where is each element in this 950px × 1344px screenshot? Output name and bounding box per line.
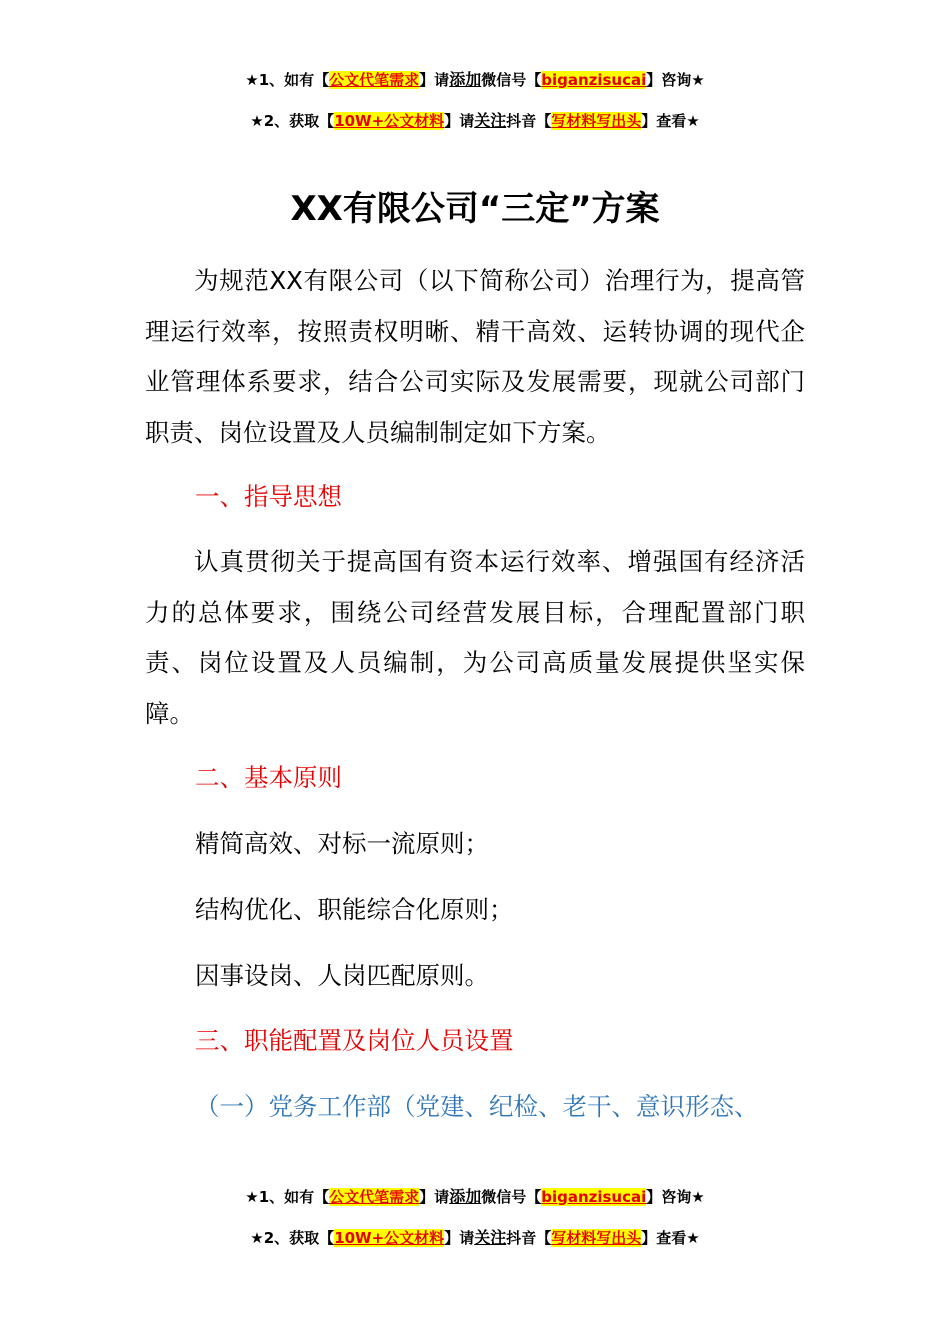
promo-emphasis: 关注 (474, 111, 507, 130)
section-heading-basic-principles: 二、基本原则 (195, 763, 342, 792)
principle-item: 因事设岗、人岗匹配原则。 (195, 961, 489, 990)
promo-text: ★1、如有【 (245, 1188, 330, 1206)
promo-highlight: 10W+公文材料 (334, 1229, 445, 1247)
promo-text: 】请 (444, 1229, 475, 1247)
promo-text: ★2、获取【 (250, 1229, 335, 1247)
header-promo-line-2 (0, 111, 950, 131)
promo-text: 】查看★ (641, 112, 700, 130)
principle-item: 结构优化、职能综合化原则； (195, 895, 514, 924)
promo-text: 】请 (444, 112, 475, 130)
promo-text: 】请 (419, 71, 450, 89)
promo-emphasis: 添加 (449, 1187, 482, 1206)
section-1-paragraph: 认真贯彻关于提高国有资本运行效率、增强国有经济活力的总体要求，围绕公司经营发展目标，合理配置部门职责、岗位设置及人员编制，为公司高质量发展提供坚实保障。 (145, 547, 805, 728)
promo-text: ★2、获取【 (250, 112, 335, 130)
promo-text: 】查看★ (641, 1229, 700, 1247)
promo-highlight-douyin: 写材料写出头 (551, 112, 642, 130)
promo-text: 微信号【 (481, 1188, 542, 1206)
document-title: XX有限公司“三定”方案 (290, 189, 660, 229)
section-heading-functions-and-positions: 三、职能配置及岗位人员设置 (195, 1026, 514, 1055)
subsection-heading-party-affairs: （一）党务工作部（党建、纪检、老干、意识形态、 (195, 1092, 759, 1121)
footer-promo-line-1 (0, 1187, 950, 1207)
promo-highlight-wechat-id: biganzisucai (541, 71, 647, 89)
promo-highlight: 公文代笔需求 (329, 71, 420, 89)
promo-text: 抖音【 (506, 112, 552, 130)
promo-emphasis: 添加 (449, 70, 482, 89)
section-heading-guiding-ideology: 一、指导思想 (195, 482, 342, 511)
promo-text: 】咨询★ (646, 1188, 705, 1206)
promo-text: 抖音【 (506, 1229, 552, 1247)
intro-paragraph: 为规范XX有限公司（以下简称公司）治理行为，提高管理运行效率，按照责权明晰、精干高效、运转协调的现代企业管理体系要求，结合公司实际及发展需要，现就公司部门职责、岗位设置及人员编制制定如下方案。 (145, 266, 805, 447)
header-promo-line-1 (0, 70, 950, 90)
promo-highlight-wechat-id: biganzisucai (541, 1188, 647, 1206)
promo-highlight-douyin: 写材料写出头 (551, 1229, 642, 1247)
promo-text: 】咨询★ (646, 71, 705, 89)
promo-text: 微信号【 (481, 71, 542, 89)
footer-promo-line-2 (0, 1228, 950, 1248)
promo-highlight: 10W+公文材料 (334, 112, 445, 130)
promo-text: 】请 (419, 1188, 450, 1206)
promo-text: ★1、如有【 (245, 71, 330, 89)
promo-emphasis: 关注 (474, 1228, 507, 1247)
promo-highlight: 公文代笔需求 (329, 1188, 420, 1206)
principle-item: 精简高效、对标一流原则； (195, 829, 489, 858)
